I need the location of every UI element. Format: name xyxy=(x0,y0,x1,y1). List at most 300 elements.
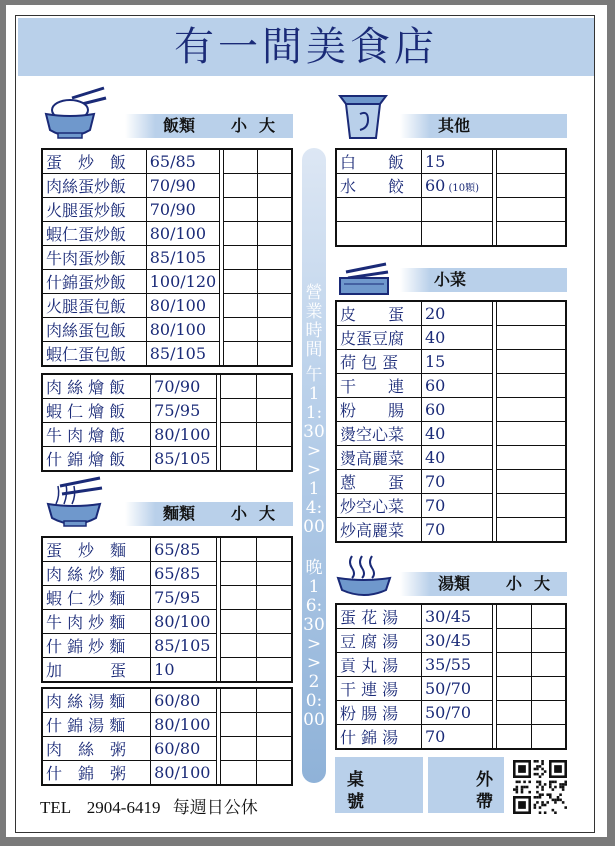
qr-module xyxy=(554,765,562,773)
hours-dinner: 晚16:30>>20:00 xyxy=(303,558,325,730)
menu-row xyxy=(42,222,292,246)
tel-label: TEL xyxy=(40,798,71,817)
qr-module xyxy=(536,781,539,784)
qr-module xyxy=(523,781,526,784)
qr-module xyxy=(552,809,555,812)
qr-code xyxy=(513,760,567,814)
item-name: 牛 肉 炒 麵 xyxy=(42,610,151,634)
menu-row xyxy=(42,586,292,610)
qr-module xyxy=(539,781,542,784)
noodle-bowl-icon xyxy=(46,476,106,528)
order-count-cell[interactable] xyxy=(256,634,292,658)
rice-header-label: 飯類 xyxy=(163,116,196,135)
item-name: 炒高麗菜 xyxy=(336,518,421,543)
qr-module xyxy=(521,791,524,794)
item-price xyxy=(421,222,492,246)
item-price: 70/90 xyxy=(146,174,220,198)
menu-row xyxy=(336,326,566,350)
soup-header-label: 湯類 xyxy=(438,574,471,593)
qr-module xyxy=(523,786,526,789)
item-price: 15 xyxy=(421,149,492,174)
item-name: 蛋 花 湯 xyxy=(336,604,421,629)
qr-module xyxy=(536,768,539,771)
order-count-cell[interactable] xyxy=(497,350,566,374)
qr-module xyxy=(534,760,537,763)
item-price: 70/90 xyxy=(151,374,217,399)
qr-module xyxy=(536,791,539,794)
menu-row xyxy=(42,610,292,634)
qr-module xyxy=(539,765,542,768)
table-label-2: 號 xyxy=(347,792,364,812)
item-name: 什錦蛋炒飯 xyxy=(42,270,146,294)
item-name: 燙空心菜 xyxy=(336,422,421,446)
item-price: 50/70 xyxy=(421,677,492,701)
qr-module xyxy=(539,811,542,814)
footer xyxy=(40,793,258,818)
other-header-label: 其他 xyxy=(438,116,471,135)
qr-module xyxy=(536,796,539,799)
rice-table-1 xyxy=(41,148,293,367)
item-name: 牛肉蛋炒飯 xyxy=(42,246,146,270)
item-price: 70/90 xyxy=(146,198,220,222)
sides-table xyxy=(335,300,567,543)
qr-module xyxy=(544,770,547,773)
item-price: 70 xyxy=(421,470,492,494)
order-count-cell[interactable] xyxy=(531,653,566,677)
order-count-cell[interactable] xyxy=(221,658,257,683)
item-name: 粉 腸 xyxy=(336,398,421,422)
menu-row xyxy=(42,737,292,761)
order-count-cell[interactable] xyxy=(258,198,292,222)
qr-module xyxy=(562,783,565,786)
order-count-cell[interactable] xyxy=(531,725,566,750)
other-table xyxy=(335,148,567,247)
closed-notice: 每週日公休 xyxy=(172,798,258,817)
item-price: 60/80 xyxy=(151,737,217,761)
order-count-cell[interactable] xyxy=(256,399,292,423)
item-price: 40 xyxy=(421,446,492,470)
menu-row xyxy=(336,518,566,543)
item-name: 豆 腐 湯 xyxy=(336,629,421,653)
order-count-cell[interactable] xyxy=(221,423,257,447)
hours-label: 營業時間 xyxy=(305,283,323,360)
order-count-cell[interactable] xyxy=(497,301,566,326)
item-name: 火腿蛋炒飯 xyxy=(42,198,146,222)
rice-section-header xyxy=(125,114,293,138)
qr-module xyxy=(552,781,555,784)
order-count-cell[interactable] xyxy=(256,586,292,610)
order-count-cell[interactable] xyxy=(256,658,292,683)
order-count-cell[interactable] xyxy=(497,470,566,494)
qr-module xyxy=(554,801,557,804)
item-name xyxy=(336,222,421,246)
qr-module xyxy=(562,801,565,804)
order-count-cell[interactable] xyxy=(497,494,566,518)
table-label-1: 桌 xyxy=(347,770,364,790)
order-count-cell[interactable] xyxy=(224,149,258,174)
table-number-box[interactable] xyxy=(335,757,423,813)
item-price: 80/100 xyxy=(151,713,217,737)
qr-module xyxy=(539,793,542,796)
order-count-cell[interactable] xyxy=(224,342,258,367)
takeout-box-icon xyxy=(336,90,392,142)
menu-row xyxy=(42,447,292,472)
item-price: 80/100 xyxy=(151,761,217,786)
item-name: 肉 絲 燴 飯 xyxy=(42,374,151,399)
qr-module xyxy=(521,786,524,789)
hours-lunch: 午11:30>>14:00 xyxy=(303,365,325,537)
order-count-cell[interactable] xyxy=(221,634,257,658)
order-count-cell[interactable] xyxy=(497,701,532,725)
item-price: 70 xyxy=(421,518,492,543)
menu-row xyxy=(336,149,566,174)
order-count-cell[interactable] xyxy=(497,422,566,446)
qr-module xyxy=(549,786,552,789)
qr-module xyxy=(564,783,567,786)
qr-module xyxy=(559,783,562,786)
order-count-cell[interactable] xyxy=(497,677,532,701)
menu-row xyxy=(336,446,566,470)
order-count-cell[interactable] xyxy=(497,653,532,677)
item-price: 15 xyxy=(421,350,492,374)
qr-module xyxy=(536,760,539,763)
soup-table xyxy=(335,603,567,750)
item-price: 75/95 xyxy=(151,586,217,610)
item-name: 皮 蛋 xyxy=(336,301,421,326)
qr-module xyxy=(549,793,552,796)
order-count-cell[interactable] xyxy=(497,374,566,398)
menu-row xyxy=(42,270,292,294)
order-count-cell[interactable] xyxy=(256,447,292,472)
noodle-size-large: 大 xyxy=(259,504,276,523)
item-price: 30/45 xyxy=(421,604,492,629)
soup-section-header xyxy=(400,572,567,596)
menu-row xyxy=(42,149,292,174)
item-price: 80/100 xyxy=(146,222,220,246)
item-name: 肉絲蛋包飯 xyxy=(42,318,146,342)
order-count-cell[interactable] xyxy=(256,537,292,562)
order-count-cell[interactable] xyxy=(256,423,292,447)
order-count-cell[interactable] xyxy=(221,761,257,786)
item-note: (10顆) xyxy=(445,183,480,194)
item-price: 35/55 xyxy=(421,653,492,677)
order-count-cell[interactable] xyxy=(497,604,532,629)
item-price: 100/120 xyxy=(146,270,220,294)
item-price xyxy=(421,198,492,222)
order-count-cell[interactable] xyxy=(258,294,292,318)
order-count-cell[interactable] xyxy=(497,174,566,198)
item-price: 60 xyxy=(421,398,492,422)
rice-bowl-icon xyxy=(42,86,108,142)
item-name: 貢 丸 湯 xyxy=(336,653,421,677)
qr-module xyxy=(564,806,567,809)
item-price: 60 xyxy=(421,374,492,398)
order-count-cell[interactable] xyxy=(531,604,566,629)
order-count-cell[interactable] xyxy=(497,725,532,750)
menu-row xyxy=(336,301,566,326)
order-count-cell[interactable] xyxy=(224,294,258,318)
order-count-cell[interactable] xyxy=(531,629,566,653)
noodle-table-1 xyxy=(41,536,293,683)
item-name: 蝦仁蛋炒飯 xyxy=(42,222,146,246)
item-name: 蛋 炒 飯 xyxy=(42,149,146,174)
order-count-cell[interactable] xyxy=(258,318,292,342)
item-name: 蝦 仁 燴 飯 xyxy=(42,399,151,423)
qr-module xyxy=(554,799,557,802)
item-name: 牛 肉 燴 飯 xyxy=(42,423,151,447)
item-name: 干 連 湯 xyxy=(336,677,421,701)
qr-module xyxy=(554,811,557,814)
menu-row xyxy=(42,537,292,562)
item-price: 50/70 xyxy=(421,701,492,725)
item-name: 蝦仁蛋包飯 xyxy=(42,342,146,367)
qr-module xyxy=(562,788,565,791)
qr-module xyxy=(536,773,539,776)
noodle-size-small: 小 xyxy=(231,504,248,523)
item-price: 85/105 xyxy=(146,246,220,270)
menu-row xyxy=(336,701,566,725)
item-name: 燙高麗菜 xyxy=(336,446,421,470)
item-name: 水 餃 xyxy=(336,174,421,198)
order-count-cell[interactable] xyxy=(221,399,257,423)
order-count-cell[interactable] xyxy=(221,447,257,472)
qr-module xyxy=(516,786,519,789)
item-name: 蔥 蛋 xyxy=(336,470,421,494)
item-name: 蝦 仁 炒 麵 xyxy=(42,586,151,610)
item-name: 粉 腸 湯 xyxy=(336,701,421,725)
qr-module xyxy=(557,796,560,799)
order-count-cell[interactable] xyxy=(497,398,566,422)
qr-module xyxy=(534,804,537,807)
rice-table-2 xyxy=(41,373,293,472)
menu-row xyxy=(336,374,566,398)
noodle-table-2 xyxy=(41,687,293,786)
item-name: 什 錦 燴 飯 xyxy=(42,447,151,472)
qr-module xyxy=(559,786,562,789)
item-name: 蛋 炒 麵 xyxy=(42,537,151,562)
order-count-cell[interactable] xyxy=(256,374,292,399)
qr-module xyxy=(526,786,529,789)
qr-module xyxy=(528,791,531,794)
menu-row xyxy=(336,653,566,677)
menu-row xyxy=(42,198,292,222)
qr-module xyxy=(541,763,544,766)
item-price: 65/85 xyxy=(151,537,217,562)
qr-module xyxy=(541,760,544,763)
qr-module xyxy=(516,788,519,791)
order-count-cell[interactable] xyxy=(497,198,566,222)
qr-module xyxy=(564,781,567,784)
qr-module xyxy=(539,783,542,786)
order-count-cell[interactable] xyxy=(256,713,292,737)
qr-module xyxy=(534,768,537,771)
qr-module xyxy=(541,788,544,791)
rice-size-small: 小 xyxy=(231,116,248,135)
item-price: 60 (10顆) xyxy=(421,174,492,198)
menu-row xyxy=(336,494,566,518)
qr-module xyxy=(552,799,555,802)
item-price: 40 xyxy=(421,422,492,446)
hours-text xyxy=(302,284,326,730)
qr-module xyxy=(552,788,555,791)
qr-module xyxy=(518,801,526,809)
qr-module xyxy=(518,765,526,773)
qr-module xyxy=(541,773,544,776)
qr-module xyxy=(536,801,539,804)
menu-row xyxy=(42,294,292,318)
qr-module xyxy=(541,804,544,807)
order-count-cell[interactable] xyxy=(497,446,566,470)
order-count-cell[interactable] xyxy=(258,246,292,270)
order-count-cell[interactable] xyxy=(224,222,258,246)
other-section-header xyxy=(400,114,567,138)
order-count-cell[interactable] xyxy=(258,174,292,198)
sides-header-label: 小菜 xyxy=(434,270,467,289)
qr-module xyxy=(541,801,544,804)
qr-module xyxy=(544,804,547,807)
qr-module xyxy=(528,781,531,784)
order-count-cell[interactable] xyxy=(221,374,257,399)
menu-row xyxy=(42,174,292,198)
order-count-cell[interactable] xyxy=(258,342,292,367)
item-price: 80/100 xyxy=(146,294,220,318)
item-price: 80/100 xyxy=(146,318,220,342)
order-count-cell[interactable] xyxy=(221,537,257,562)
takeout-box[interactable] xyxy=(428,757,504,813)
order-count-cell[interactable] xyxy=(531,701,566,725)
order-count-cell[interactable] xyxy=(221,688,257,713)
sides-section-header xyxy=(400,268,567,292)
soup-size-small: 小 xyxy=(506,574,523,593)
item-price: 30/45 xyxy=(421,629,492,653)
item-name: 炒空心菜 xyxy=(336,494,421,518)
order-count-cell[interactable] xyxy=(256,737,292,761)
qr-module xyxy=(541,793,544,796)
item-name: 什 錦 炒 麵 xyxy=(42,634,151,658)
order-count-cell[interactable] xyxy=(497,518,566,543)
qr-module xyxy=(557,799,560,802)
qr-module xyxy=(559,799,562,802)
menu-row xyxy=(336,398,566,422)
order-count-cell[interactable] xyxy=(497,326,566,350)
item-price: 80/100 xyxy=(151,610,217,634)
noodle-header-label: 麵類 xyxy=(163,504,196,523)
qr-module xyxy=(549,796,552,799)
item-price: 70 xyxy=(421,725,492,750)
order-count-cell[interactable] xyxy=(221,562,257,586)
qr-module xyxy=(546,801,549,804)
qr-module xyxy=(518,781,521,784)
order-count-cell[interactable] xyxy=(221,713,257,737)
rice-size-large: 大 xyxy=(259,116,276,135)
qr-module xyxy=(516,791,519,794)
menu-row xyxy=(336,604,566,629)
store-title: 有一間美食店 xyxy=(18,18,594,76)
menu-row xyxy=(42,423,292,447)
order-count-cell[interactable] xyxy=(221,610,257,634)
menu-row xyxy=(42,342,292,367)
qr-module xyxy=(544,783,547,786)
order-count-cell[interactable] xyxy=(256,688,292,713)
menu-row xyxy=(336,422,566,446)
order-count-cell[interactable] xyxy=(497,222,566,246)
order-count-cell[interactable] xyxy=(497,629,532,653)
item-name: 火腿蛋包飯 xyxy=(42,294,146,318)
item-name: 肉 絲 粥 xyxy=(42,737,151,761)
order-count-cell[interactable] xyxy=(224,246,258,270)
menu-row xyxy=(42,562,292,586)
takeout-label-1: 外 xyxy=(476,770,493,790)
order-count-cell[interactable] xyxy=(258,222,292,246)
menu-row xyxy=(42,658,292,683)
item-price: 85/105 xyxy=(151,634,217,658)
menu-row xyxy=(42,399,292,423)
menu-row xyxy=(42,246,292,270)
side-dish-icon xyxy=(336,262,394,300)
menu-row xyxy=(42,761,292,786)
item-price: 20 xyxy=(421,301,492,326)
order-count-cell[interactable] xyxy=(224,270,258,294)
menu-row xyxy=(336,677,566,701)
item-price: 85/105 xyxy=(146,342,220,367)
item-name: 白 飯 xyxy=(336,149,421,174)
soup-size-large: 大 xyxy=(534,574,551,593)
order-count-cell[interactable] xyxy=(221,586,257,610)
order-count-cell[interactable] xyxy=(531,677,566,701)
item-name: 荷 包 蛋 xyxy=(336,350,421,374)
menu-row xyxy=(42,634,292,658)
qr-module xyxy=(559,793,562,796)
qr-module xyxy=(539,796,542,799)
qr-module xyxy=(539,775,542,778)
order-count-cell[interactable] xyxy=(258,149,292,174)
qr-module xyxy=(534,806,537,809)
qr-module xyxy=(549,783,552,786)
qr-module xyxy=(516,781,519,784)
qr-module xyxy=(539,806,542,809)
menu-row xyxy=(42,374,292,399)
qr-module xyxy=(554,786,557,789)
item-price: 60/80 xyxy=(151,688,217,713)
item-name: 加 蛋 xyxy=(42,658,151,683)
order-count-cell[interactable] xyxy=(224,198,258,222)
noodle-section-header xyxy=(125,502,293,526)
qr-module xyxy=(536,765,539,768)
qr-module xyxy=(562,786,565,789)
order-count-cell[interactable] xyxy=(224,318,258,342)
item-name: 肉 絲 炒 麵 xyxy=(42,562,151,586)
order-count-cell[interactable] xyxy=(497,149,566,174)
soup-bowl-icon xyxy=(336,552,392,598)
item-name xyxy=(336,198,421,222)
order-count-cell[interactable] xyxy=(256,761,292,786)
qr-module xyxy=(521,788,524,791)
qr-module xyxy=(541,786,544,789)
menu-row xyxy=(42,318,292,342)
qr-module xyxy=(534,796,537,799)
order-count-cell[interactable] xyxy=(221,737,257,761)
menu-row xyxy=(42,713,292,737)
order-count-cell[interactable] xyxy=(224,174,258,198)
order-count-cell[interactable] xyxy=(256,610,292,634)
order-count-cell[interactable] xyxy=(258,270,292,294)
item-name: 什 錦 粥 xyxy=(42,761,151,786)
item-price: 10 xyxy=(151,658,217,683)
order-count-cell[interactable] xyxy=(256,562,292,586)
qr-module xyxy=(541,768,544,771)
menu-row xyxy=(336,725,566,750)
menu-row xyxy=(336,470,566,494)
